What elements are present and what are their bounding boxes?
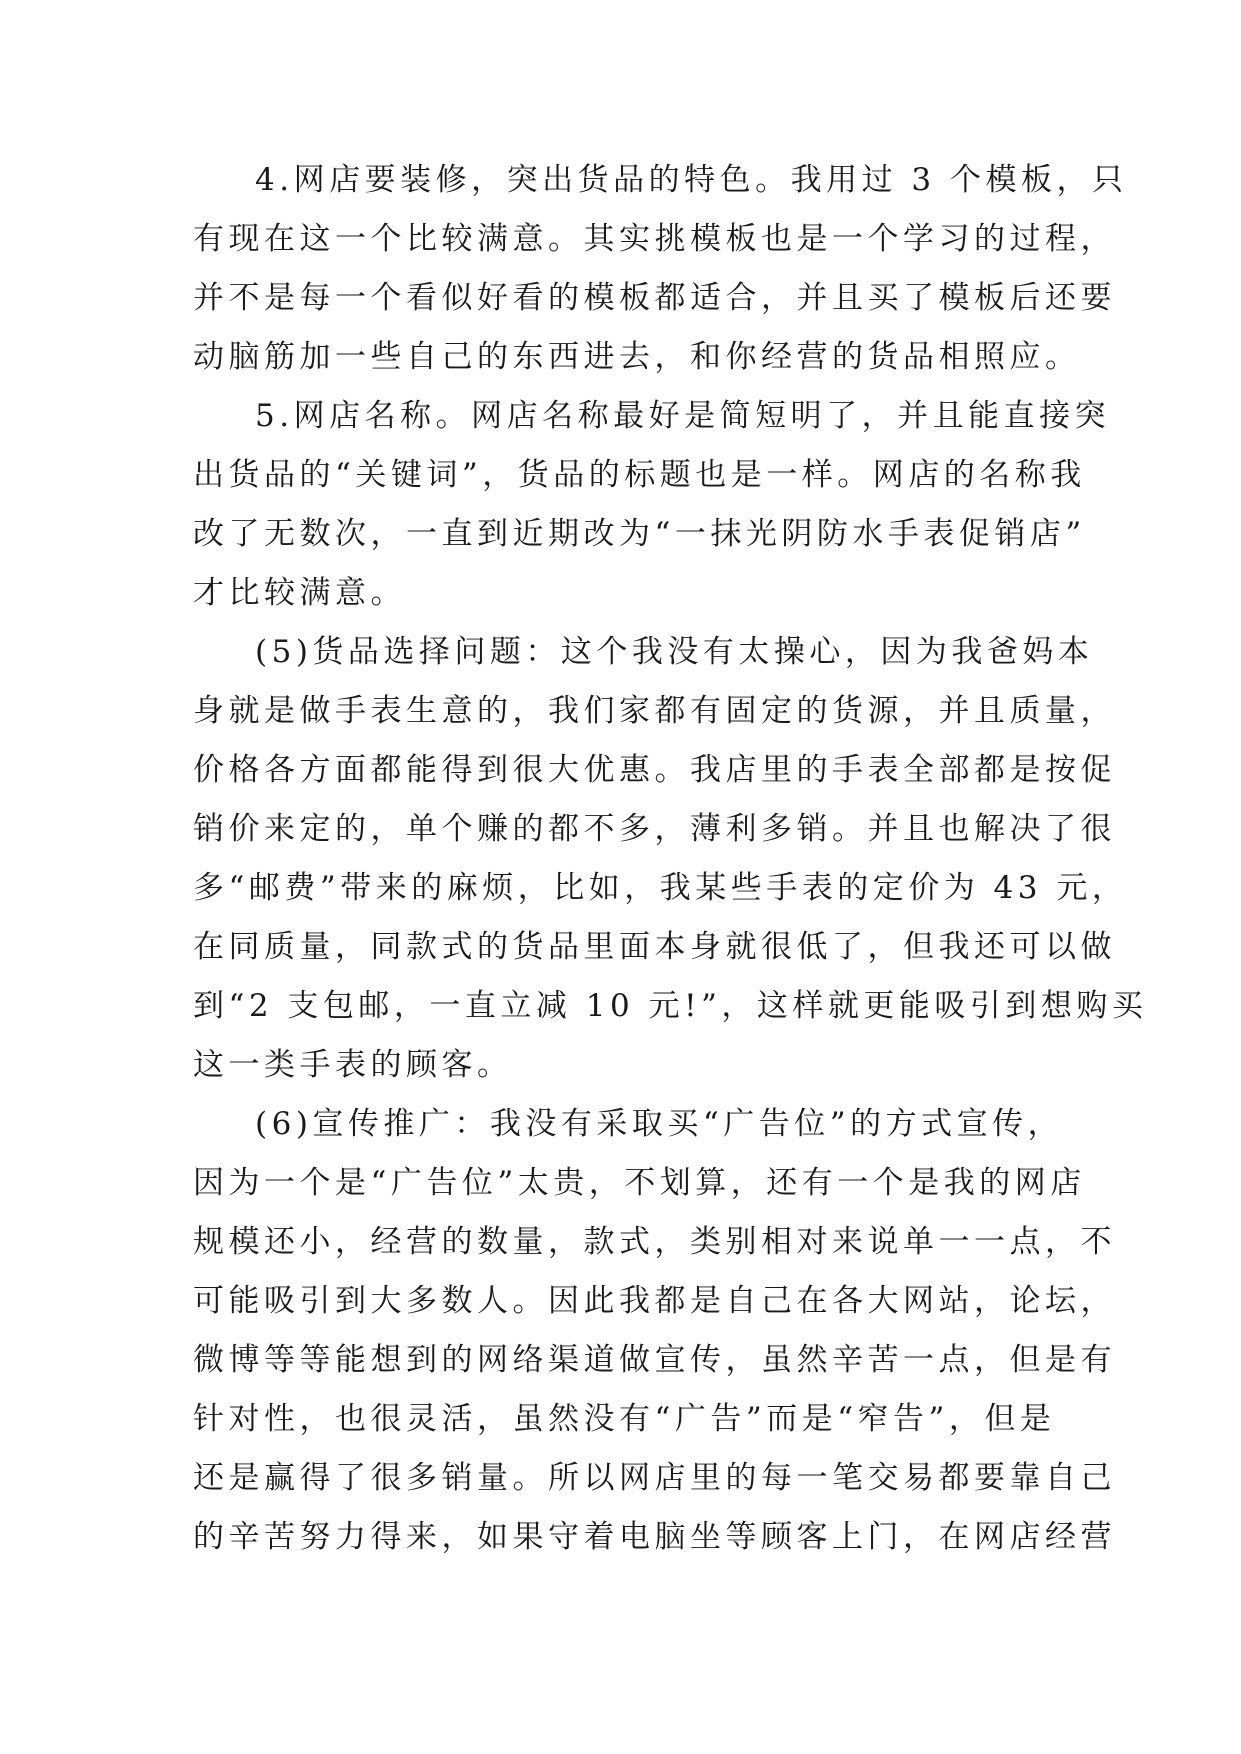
text-line: 4.网店要装修，突出货品的特色。我用过 3 个模板，只 [255, 162, 1128, 198]
text-line: 多“邮费”带来的麻烦，比如，我某些手表的定价为 43 元， [193, 870, 1128, 906]
text-line: 有现在这一个比较满意。其实挑模板也是一个学习的过程， [193, 221, 1116, 257]
text-line: 改了无数次，一直到近期改为“一抹光阴防水手表促销店” [193, 516, 1086, 552]
text-line: 动脑筋加一些自己的东西进去，和你经营的货品相照应。 [193, 339, 1081, 375]
text-line: 这一类手表的顾客。 [193, 1047, 513, 1083]
text-line: 身就是做手表生意的，我们家都有固定的货源，并且质量， [193, 693, 1116, 729]
text-line: 出货品的“关键词”，货品的标题也是一样。网店的名称我 [193, 457, 1086, 493]
text-line: (5)货品选择问题：这个我没有太操心，因为我爸妈本 [255, 634, 1094, 670]
text-line: 5.网店名称。网店名称最好是简短明了，并且能直接突 [255, 398, 1111, 434]
text-line: (6)宣传推广：我没有采取买“广告位”的方式宣传， [255, 1106, 1064, 1142]
text-line: 可能吸引到大多数人。因此我都是自己在各大网站，论坛， [193, 1283, 1116, 1319]
text-line: 销价来定的，单个赚的都不多，薄利多销。并且也解决了很 [193, 811, 1116, 847]
text-line: 针对性，也很灵活，虽然没有“广告”而是“窄告”，但是 [193, 1401, 1056, 1437]
text-line: 到“2 支包邮，一直立减 10 元!”，这样就更能吸引到想购买 [193, 988, 1148, 1024]
text-line: 因为一个是“广告位”太贵，不划算，还有一个是我的网店 [193, 1165, 1086, 1201]
text-line: 并不是每一个看似好看的模板都适合，并且买了模板后还要 [193, 280, 1116, 316]
text-line: 微博等等能想到的网络渠道做宣传，虽然辛苦一点，但是有 [193, 1342, 1116, 1378]
text-line: 的辛苦努力得来，如果守着电脑坐等顾客上门，在网店经营 [193, 1519, 1116, 1555]
text-line: 在同质量，同款式的货品里面本身就很低了，但我还可以做 [193, 929, 1116, 965]
text-line: 规模还小，经营的数量，款式，类别相对来说单一一点，不 [193, 1224, 1116, 1260]
text-line: 还是赢得了很多销量。所以网店里的每一笔交易都要靠自己 [193, 1460, 1116, 1496]
text-line: 才比较满意。 [193, 575, 406, 611]
text-line: 价格各方面都能得到很大优惠。我店里的手表全部都是按促 [193, 752, 1116, 788]
